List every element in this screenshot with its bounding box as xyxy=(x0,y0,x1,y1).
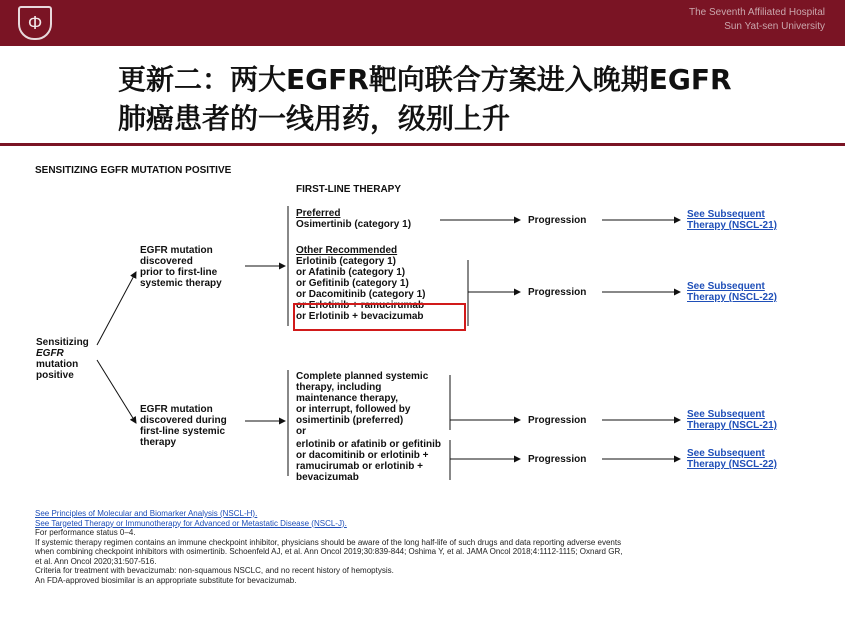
subsequent-therapy-link[interactable] xyxy=(687,448,777,470)
root-line: mutation xyxy=(36,359,79,370)
slide-title-line2: 肺癌患者的一线用药，级别上升 xyxy=(118,102,511,135)
footnote-link[interactable]: See Principles of Molecular and Biomarker Analysis (NSCL-H). xyxy=(35,509,258,518)
during-line: or interrupt, followed by xyxy=(296,404,411,415)
subsequent-therapy-link[interactable] xyxy=(687,209,777,231)
during-line: or xyxy=(296,426,306,437)
hospital-name-line1: The Seventh Affiliated Hospital xyxy=(688,7,825,18)
link-line[interactable]: See Subsequent xyxy=(687,448,765,459)
branch-during xyxy=(140,404,227,448)
link-line[interactable]: See Subsequent xyxy=(687,281,765,292)
other-label: Other Recommended xyxy=(296,245,398,256)
link-line[interactable]: Therapy (NSCL-22) xyxy=(687,459,778,470)
preferred-drug: Osimertinib (category 1) xyxy=(296,219,412,230)
other-drug: Erlotinib (category 1) xyxy=(296,256,397,267)
root-line: positive xyxy=(36,370,74,381)
footnote: Criteria for treatment with bevacizumab: non-squamous NSCLC, and no recent history of hemoptysis. xyxy=(35,566,394,575)
branch-line: discovered during xyxy=(140,415,227,426)
link-line[interactable]: Therapy (NSCL-21) xyxy=(687,420,778,431)
preferred-label: Preferred xyxy=(296,208,341,219)
branch-line: EGFR mutation xyxy=(140,245,213,256)
link-line[interactable]: Therapy (NSCL-22) xyxy=(687,292,778,303)
during-line: erlotinib or afatinib or gefitinib xyxy=(296,439,441,450)
other-drug: or Gefitinib (category 1) xyxy=(296,278,409,289)
branch-line: EGFR mutation xyxy=(140,404,213,415)
branch-prior xyxy=(140,245,222,289)
link-line[interactable]: See Subsequent xyxy=(687,409,765,420)
footnote: when combining checkpoint inhibitors with osimertinib. Schoenfeld AJ, et al. Ann Oncol 2019;30:839-844; Oshima Y, et al. JAMA Oncol 2018;4:1112-1115; Oxnard GR, xyxy=(35,547,623,556)
progression-label: Progression xyxy=(528,454,587,465)
other-drug: or Afatinib (category 1) xyxy=(296,267,406,278)
branch-line: therapy xyxy=(140,437,177,448)
slide-title-line1: 更新二：两大EGFR靶向联合方案进入晚期EGFR xyxy=(118,63,732,96)
link-line[interactable]: See Subsequent xyxy=(687,209,765,220)
boxed-drug: or Erlotinib + ramucirumab xyxy=(296,300,425,311)
subsequent-therapy-link[interactable] xyxy=(687,409,777,431)
boxed-drug: or Erlotinib + bevacizumab xyxy=(296,311,424,322)
preferred-block xyxy=(296,208,411,230)
hospital-logo-icon: Φ xyxy=(18,6,52,40)
first-line-heading: FIRST-LINE THERAPY xyxy=(296,184,402,195)
progression-label: Progression xyxy=(528,287,587,298)
during-line: therapy, including xyxy=(296,382,382,393)
footnote-link[interactable]: See Targeted Therapy or Immunotherapy for Advanced or Metastatic Disease (NSCL-J). xyxy=(35,518,347,528)
branch-line: systemic therapy xyxy=(140,278,222,289)
branch-line: discovered xyxy=(140,256,193,267)
link-line[interactable]: Therapy (NSCL-21) xyxy=(687,220,778,231)
root-node xyxy=(36,337,89,381)
footnote: et al. Ann Oncol 2020;31:507-516. xyxy=(35,556,157,566)
during-line: bevacizumab xyxy=(296,472,359,483)
footnote: If systemic therapy regimen contains an immune checkpoint inhibitor, physicians should be aware of the long half-life of such drugs and data reporting adverse events xyxy=(35,537,622,547)
footnote: For performance status 0–4. xyxy=(35,528,136,537)
progression-label: Progression xyxy=(528,215,587,226)
progression-label: Progression xyxy=(528,415,587,426)
footnote: An FDA-approved biosimilar is an appropriate substitute for bevacizumab. xyxy=(35,575,297,585)
branch-line: prior to first-line xyxy=(140,267,218,278)
during-block xyxy=(296,371,441,483)
during-line: Complete planned systemic xyxy=(296,371,429,382)
footnotes xyxy=(35,509,622,585)
other-drug: or Dacomitinib (category 1) xyxy=(296,289,426,300)
hospital-name-line2: Sun Yat-sen University xyxy=(724,21,825,32)
during-line: ramucirumab or erlotinib + xyxy=(296,461,423,472)
highlight-box xyxy=(293,303,466,331)
during-line: osimertinib (preferred) xyxy=(296,415,404,426)
root-line: Sensitizing xyxy=(36,337,89,348)
branch-line: first-line systemic xyxy=(140,426,226,437)
during-line: maintenance therapy, xyxy=(296,393,399,404)
during-line: or dacomitinib or erlotinib + xyxy=(296,450,429,461)
root-line: EGFR xyxy=(36,348,64,359)
section-heading: SENSITIZING EGFR MUTATION POSITIVE xyxy=(35,165,232,176)
subsequent-therapy-link[interactable] xyxy=(687,281,777,303)
